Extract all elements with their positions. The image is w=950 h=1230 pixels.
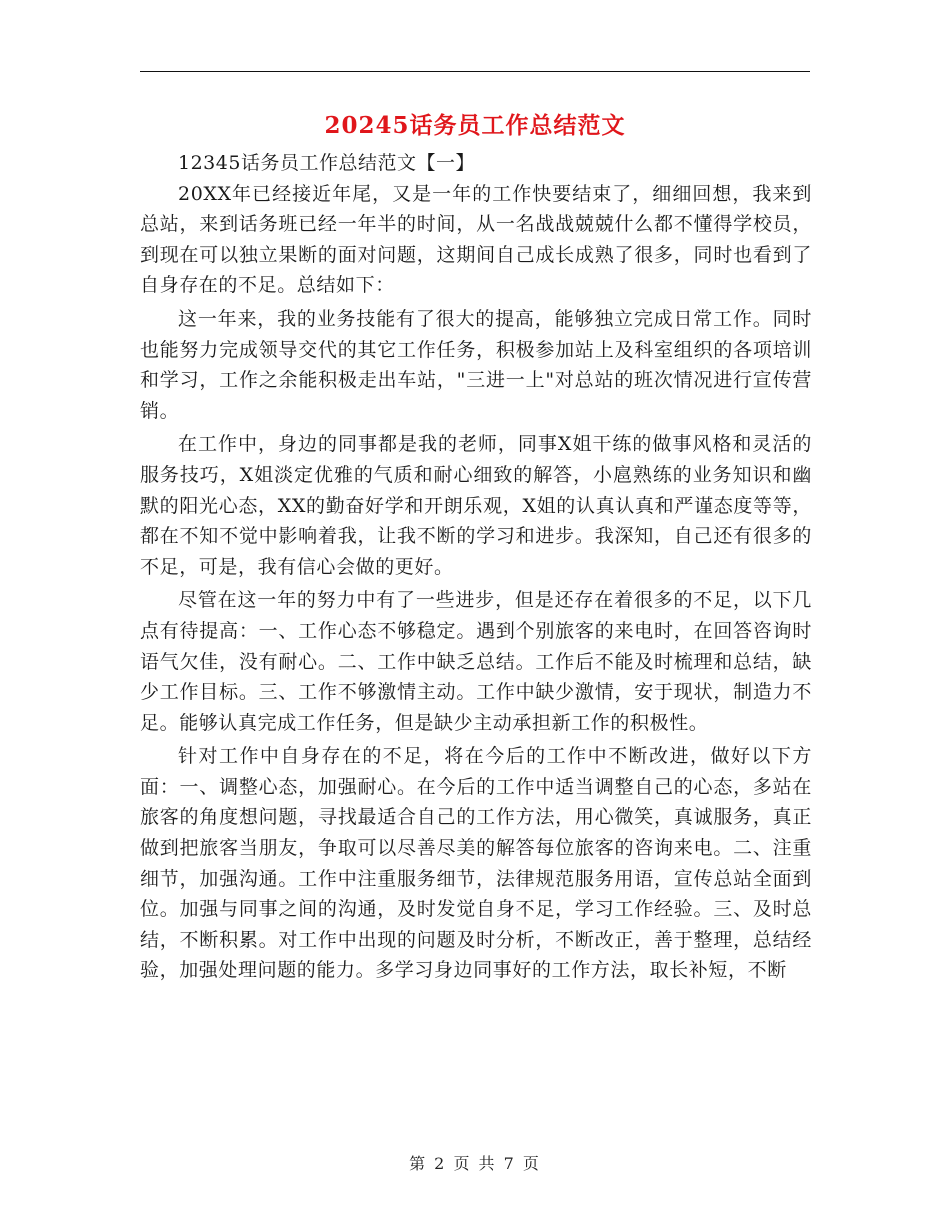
header-rule [140,71,810,72]
section-heading: 12345话务员工作总结范文【一】 [178,152,475,174]
paragraph-5: 针对工作中自身存在的不足，将在今后的工作中不断改进，做好以下方面：一、调整心态，加强耐心。在今后的工作中适当调整自己的心态，多站在旅客的角度想问题，寻找最适合自己的工作方法，用心微笑，真诚服务，真正做到把旅客当朋友，争取可以尽善尽美的解答每位旅客的咨询来电。二、注重细节，加强沟通。工作中注重服务细节，法律规范服务用语，宣传总站全面到位。加强与同事之间的沟通，及时发觉自身不足，学习工作经验。三、及时总结，不断积累。对工作中出现的问题及时分析，不断改正，善于整理，总结经验，加强处理问题的能力。多学习身边同事好的工作方法，取长补短，不断 [140,745,812,982]
paragraph-3: 在工作中，身边的同事都是我的老师，同事X姐干练的做事风格和灵活的服务技巧，X姐淡定优雅的气质和耐心细致的解答，小扈熟练的业务知识和幽默的阳光心态，XX的勤奋好学和开朗乐观，X姐的认真认真和严谨态度等等，都在不知不觉中影响着我，让我不断的学习和进步。我深知，自己还有很多的不足，可是，我有信心会做的更好。 [140,433,812,578]
document-body [140,148,812,986]
document-title: 20245话务员工作总结范文 [324,112,626,139]
page-number: 第 2 页 共 7 页 [409,1154,541,1173]
paragraph-2: 这一年来，我的业务技能有了很大的提高，能够独立完成日常工作。同时也能努力完成领导交代的其它工作任务，积极参加站上及科室组织的各项培训和学习，工作之余能积极走出车站，"三进一上"对总站的班次情况进行宣传营销。 [140,307,812,422]
paragraph-1: 20XX年已经接近年尾，又是一年的工作快要结束了，细细回想，我来到总站，来到话务班已经一年半的时间，从一名战战兢兢什么都不懂得学校员，到现在可以独立果断的面对问题，这期间自己成长成熟了很多，同时也看到了自身存在的不足。总结如下： [140,182,812,297]
paragraph-4: 尽管在这一年的努力中有了一些进步，但是还存在着很多的不足，以下几点有待提高：一、工作心态不够稳定。遇到个别旅客的来电时，在回答咨询时语气欠佳，没有耐心。二、工作中缺乏总结。工作后不能及时梳理和总结，缺少工作目标。三、工作不够激情主动。工作中缺少激情，安于现状，制造力不足。能够认真完成工作任务，但是缺少主动承担新工作的积极性。 [140,589,812,734]
